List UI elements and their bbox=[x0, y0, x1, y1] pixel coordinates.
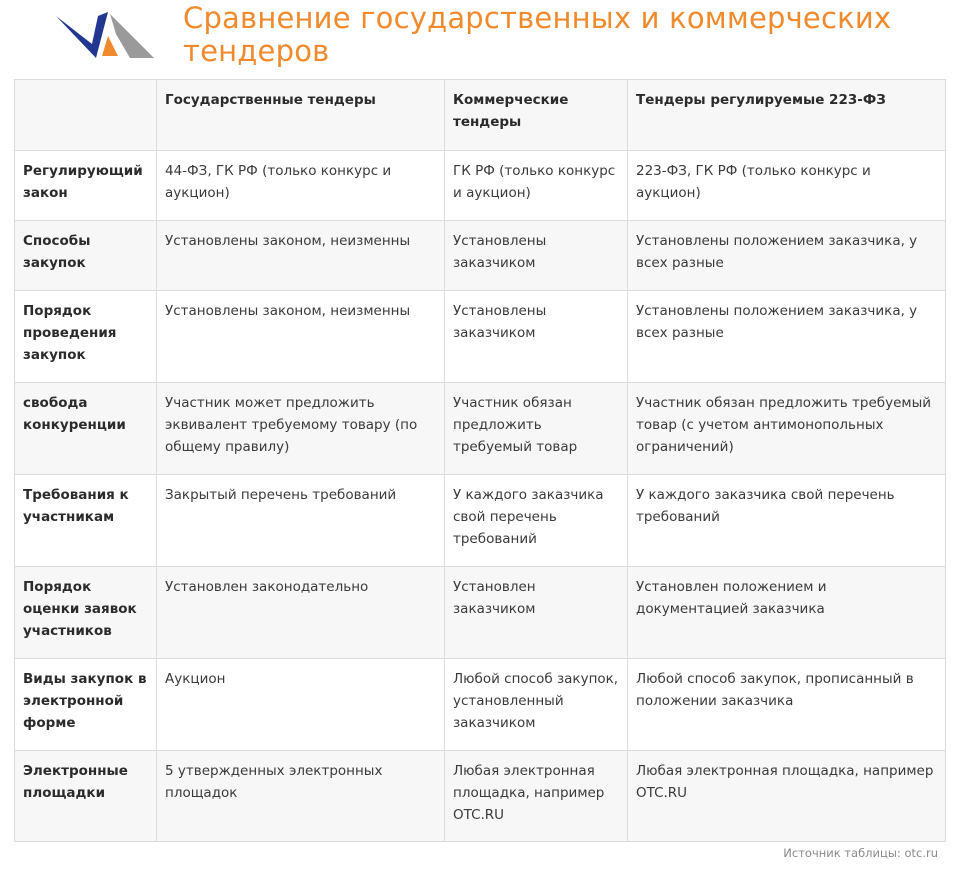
page-header bbox=[0, 0, 960, 78]
table-cell: Любой способ закупок, установленный заказчиком bbox=[445, 659, 628, 751]
table-cell: Установлен заказчиком bbox=[445, 567, 628, 659]
logo-gray-shape bbox=[110, 14, 154, 58]
table-row bbox=[15, 221, 946, 291]
table-cell: Установлены законом, неизменны bbox=[157, 221, 445, 291]
table-cell: ГК РФ (только конкурс и аукцион) bbox=[445, 151, 628, 221]
logo-blue-shape bbox=[56, 12, 108, 58]
table-cell: Установлены положением заказчика, у всех разные bbox=[628, 221, 946, 291]
row-header: Способы закупок bbox=[15, 221, 157, 291]
table-row bbox=[15, 475, 946, 567]
table-cell: Установлены положением заказчика, у всех разные bbox=[628, 291, 946, 383]
column-header: Тендеры регулируемые 223-ФЗ bbox=[628, 80, 946, 151]
table-row bbox=[15, 151, 946, 221]
company-logo bbox=[52, 8, 156, 64]
table-row bbox=[15, 567, 946, 659]
row-header: Порядок проведения закупок bbox=[15, 291, 157, 383]
table-row bbox=[15, 291, 946, 383]
comparison-table bbox=[14, 79, 946, 842]
column-header: Коммерческие тендеры bbox=[445, 80, 628, 151]
table-cell: Любая электронная площадка, например OTC.RU bbox=[628, 751, 946, 842]
source-note: Источник таблицы: otc.ru bbox=[783, 846, 938, 860]
row-header: свобода конкуренции bbox=[15, 383, 157, 475]
table-cell: Установлен положением и документацией заказчика bbox=[628, 567, 946, 659]
table-cell: Установлены законом, неизменны bbox=[157, 291, 445, 383]
table-row bbox=[15, 383, 946, 475]
table-cell: 44-ФЗ, ГК РФ (только конкурс и аукцион) bbox=[157, 151, 445, 221]
page-title: Сравнение государственных и коммерческих тендеров bbox=[183, 1, 892, 68]
table-cell: 5 утвержденных электронных площадок bbox=[157, 751, 445, 842]
table-cell: Аукцион bbox=[157, 659, 445, 751]
table-cell: Установлены заказчиком bbox=[445, 221, 628, 291]
table-cell: Любая электронная площадка, например OTC.RU bbox=[445, 751, 628, 842]
table-cell: 223-ФЗ, ГК РФ (только конкурс и аукцион) bbox=[628, 151, 946, 221]
table-row bbox=[15, 751, 946, 842]
column-header: Государственные тендеры bbox=[157, 80, 445, 151]
table-cell: Участник обязан предложить требуемый товар (с учетом антимонопольных ограничений) bbox=[628, 383, 946, 475]
row-header: Требования к участникам bbox=[15, 475, 157, 567]
row-header: Виды закупок в электронной форме bbox=[15, 659, 157, 751]
table-cell: Участник может предложить эквивалент требуемому товару (по общему правилу) bbox=[157, 383, 445, 475]
table-cell: Любой способ закупок, прописанный в положении заказчика bbox=[628, 659, 946, 751]
table-cell: Установлен законодательно bbox=[157, 567, 445, 659]
table-header-row bbox=[15, 80, 946, 151]
column-header bbox=[15, 80, 157, 151]
row-header: Регулирующий закон bbox=[15, 151, 157, 221]
table-cell: Участник обязан предложить требуемый товар bbox=[445, 383, 628, 475]
table-cell: У каждого заказчика свой перечень требований bbox=[445, 475, 628, 567]
table-row bbox=[15, 659, 946, 751]
row-header: Порядок оценки заявок участников bbox=[15, 567, 157, 659]
table-cell: Установлены заказчиком bbox=[445, 291, 628, 383]
logo-orange-shape bbox=[102, 36, 118, 56]
table-cell: У каждого заказчика свой перечень требований bbox=[628, 475, 946, 567]
row-header: Электронные площадки bbox=[15, 751, 157, 842]
table-cell: Закрытый перечень требований bbox=[157, 475, 445, 567]
